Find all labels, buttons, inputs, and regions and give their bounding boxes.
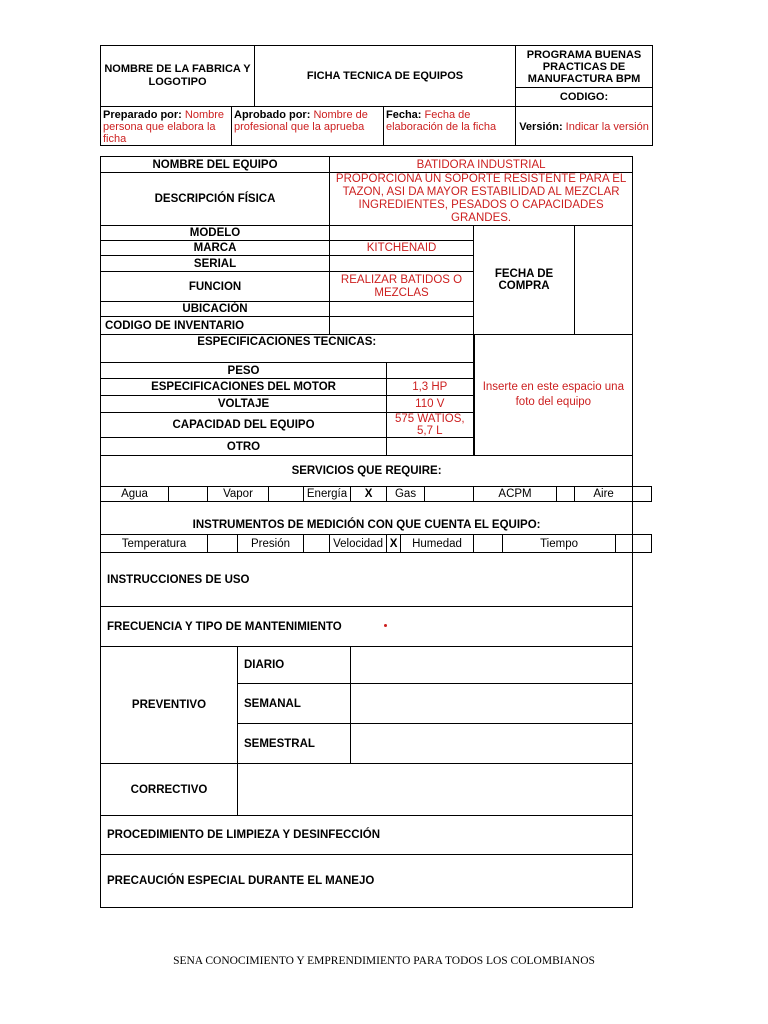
instrument-pressure-label: Presión (238, 535, 304, 553)
purchase-date-label: FECHA DE COMPRA (474, 226, 575, 335)
prepared-by-field[interactable] (101, 107, 232, 146)
daily-label: DIARIO (238, 647, 351, 684)
services-title: SERVICIOS QUE REQUIRE: (101, 456, 633, 487)
serial-value[interactable] (330, 256, 474, 272)
service-water-label: Agua (101, 487, 169, 502)
inventory-code-label: CODIGO DE INVENTARIO (101, 317, 330, 335)
service-acpm-checkbox[interactable] (557, 487, 575, 502)
service-steam-checkbox[interactable] (269, 487, 304, 502)
cleaning-section[interactable]: PROCEDIMIENTO DE LIMPIEZA Y DESINFECCIÓN (101, 816, 633, 855)
inventory-code-value[interactable] (330, 317, 474, 335)
service-air-label: Aire (575, 487, 633, 502)
brand-value[interactable]: KITCHENAID (330, 241, 474, 256)
red-dot-mark (384, 624, 387, 627)
date-field[interactable] (384, 107, 516, 146)
page-footer: SENA CONOCIMIENTO Y EMPRENDIMIENTO PARA TODOS LOS COLOMBIANOS (173, 955, 595, 967)
location-value[interactable] (330, 302, 474, 317)
header-table (100, 45, 653, 146)
other-label: OTRO (101, 438, 387, 456)
serial-label: SERIAL (101, 256, 330, 272)
approved-by-field[interactable] (232, 107, 384, 146)
corrective-value[interactable] (238, 764, 633, 816)
date-value: Fecha de elaboración de la ficha (386, 109, 497, 133)
semester-label: SEMESTRAL (238, 724, 351, 764)
code-label: CODIGO: (516, 88, 653, 107)
instrument-time-label: Tiempo (503, 535, 616, 553)
prepared-by-value: Nombre persona que elabora la ficha (103, 109, 225, 145)
function-label: FUNCION (101, 272, 330, 302)
instrument-temperature-checkbox[interactable] (208, 535, 238, 553)
precaution-section[interactable]: PRECAUCIÓN ESPECIAL DURANTE EL MANEJO (101, 855, 633, 908)
approved-by-value: Nombre de profesional que la aprueba (234, 109, 368, 133)
service-steam-label: Vapor (208, 487, 269, 502)
service-water-checkbox[interactable] (169, 487, 208, 502)
capacity-value[interactable]: 575 WATIOS, 5,7 L (387, 413, 474, 438)
voltage-label: VOLTAJE (101, 396, 387, 413)
preventive-label: PREVENTIVO (101, 647, 238, 764)
service-energy-label: Energía (304, 487, 351, 502)
version-label: Versión: (519, 121, 563, 133)
corrective-label: CORRECTIVO (101, 764, 238, 816)
tech-specs-title: ESPECIFICACIONES TECNICAS: (101, 335, 474, 349)
instruments-title: INSTRUMENTOS DE MEDICIÓN CON QUE CUENTA EL EQUIPO: (101, 502, 633, 535)
prepared-by-label: Preparado por: (103, 109, 182, 121)
maintenance-section[interactable]: FRECUENCIA Y TIPO DE MANTENIMIENTO (101, 607, 633, 647)
instrument-extra-cell (633, 535, 652, 553)
service-air-checkbox[interactable] (633, 487, 652, 502)
instrument-pressure-checkbox[interactable] (304, 535, 330, 553)
capacity-label: CAPACIDAD DEL EQUIPO (101, 413, 387, 438)
photo-placeholder[interactable]: Inserte en este espacio una foto del equipo (474, 335, 633, 456)
equipment-form (100, 156, 652, 908)
factory-logo-label: NOMBRE DE LA FABRICA Y LOGOTIPO (101, 46, 255, 107)
motor-specs-label: ESPECIFICACIONES DEL MOTOR (101, 379, 387, 396)
instrument-speed-label: Velocidad (330, 535, 387, 553)
physical-description-label: DESCRIPCIÓN FÍSICA (101, 173, 330, 226)
instrument-time-checkbox[interactable] (616, 535, 633, 553)
instrument-temperature-label: Temperatura (101, 535, 208, 553)
weekly-value[interactable] (351, 684, 633, 724)
version-value: Indicar la versión (565, 121, 649, 133)
service-gas-checkbox[interactable] (425, 487, 474, 502)
instrument-humidity-checkbox[interactable] (474, 535, 503, 553)
model-value[interactable] (330, 226, 474, 241)
motor-specs-value[interactable]: 1,3 HP (387, 379, 474, 396)
instrument-humidity-label: Humedad (401, 535, 474, 553)
equipment-name-value[interactable]: BATIDORA INDUSTRIAL (330, 157, 633, 173)
model-label: MODELO (101, 226, 330, 241)
date-label: Fecha: (386, 109, 422, 121)
service-gas-label: Gas (387, 487, 425, 502)
location-label: UBICACIÓN (101, 302, 330, 317)
purchase-date-value[interactable] (575, 226, 633, 335)
function-value[interactable]: REALIZAR BATIDOS O MEZCLAS (330, 272, 474, 302)
approved-by-label: Aprobado por: (234, 109, 311, 121)
usage-instructions-section[interactable]: INSTRUCCIONES DE USO (101, 553, 633, 607)
brand-label: MARCA (101, 241, 330, 256)
tech-specs-spacer (101, 349, 474, 363)
daily-value[interactable] (351, 647, 633, 684)
program-label: PROGRAMA BUENAS PRACTICAS DE MANUFACTURA BPM (516, 46, 653, 88)
voltage-value[interactable]: 110 V (387, 396, 474, 413)
other-value[interactable] (387, 438, 474, 456)
physical-description-value[interactable]: PROPORCIONA UN SOPORTE RESISTENTE PARA EL TAZON, ASI DA MAYOR ESTABILIDAD AL MEZCLAR INGREDIENTES, PESADOS O CAPACIDADES GRANDES. (330, 173, 633, 226)
version-field[interactable] (516, 107, 653, 146)
document-title: FICHA TECNICA DE EQUIPOS (255, 46, 516, 107)
semester-value[interactable] (351, 724, 633, 764)
service-acpm-label: ACPM (474, 487, 557, 502)
service-energy-checkbox[interactable]: X (351, 487, 387, 502)
instrument-speed-checkbox[interactable]: X (387, 535, 401, 553)
equipment-name-label: NOMBRE DEL EQUIPO (101, 157, 330, 173)
weight-label: PESO (101, 363, 387, 379)
weight-value[interactable] (387, 363, 474, 379)
weekly-label: SEMANAL (238, 684, 351, 724)
